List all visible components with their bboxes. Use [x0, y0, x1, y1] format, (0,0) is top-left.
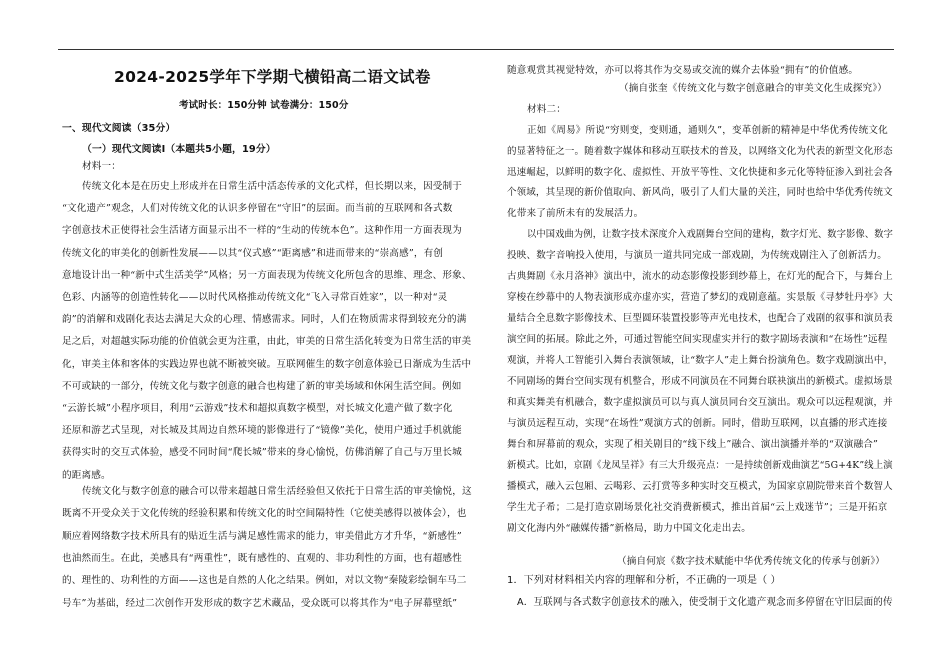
source-citation: （摘自张奎《传统文化与数字创意融合的审美文化生成探究》）: [619, 83, 888, 94]
text-line: 学生尤子希；二是打造京剧场景化社交消费新模式，推出首届“云上戏迷节”；三是开拓京: [507, 502, 888, 513]
section-heading: 一、现代文阅读（35分）: [62, 123, 176, 134]
text-line: “文化遗产”观念，人们对传统文化的认识多停留在“守旧”的层面。而当前的互联网和各式数: [62, 203, 453, 215]
text-line: 迅速崛起，以鲜明的数字化、虚拟性、开放平等性、文化快捷和多元化等特征渗入到社会各: [507, 166, 893, 178]
text-line: 意地设计出一种“新中式生活美学”风格；另一方面表现为传统文化所包含的思维、理念、形象、: [62, 269, 472, 281]
text-line: 演空间的拓展。除此之外，可通过智能空间实现虚实并行的数字剧场表演和“在场性”远程: [507, 334, 888, 345]
text-line: 剧文化海内外“融媒传播”新格局，助力中国文化走出去。: [507, 523, 751, 534]
text-line: 新模式。比如，京剧《龙凤呈祥》有三大升级亮点：一是持续创新戏曲演艺“5G+4K”线上演: [507, 460, 893, 471]
text-line: 随意观赏其视觉特效，亦可以将其作为交易或交流的媒介去体验“拥有”的价值感。: [507, 65, 859, 76]
source-citation: （摘自何宸《数字技术赋能中华优秀传统文化的传承与创新》）: [617, 556, 886, 567]
text-line: 字创意技术正使得社会生活诸方面显示出不一样的“生动的传统本色”。这种作用一方面表现为: [62, 225, 462, 237]
question-option: A．互联网与各式数字创意技术的融入，使受制于文化遗产观念而多停留在守旧层面的传: [517, 597, 893, 608]
text-line: 观演，并将人工智能引入舞台表演领域，让“数字人”走上舞台扮演角色。数字戏剧演出中，: [507, 355, 894, 366]
question-stem: 1．下列对材料相关内容的理解和分析，不正确的一项是（ ）: [507, 575, 781, 586]
text-line: 量结合全息数字影像技术、巨型圆环装置投影等声光电技术，也配合了戏剧的叙事和演员表: [507, 313, 893, 324]
text-line: 的距离感。: [62, 469, 111, 481]
text-line: 穿梭在纱幕中的人物表演形成亦虚亦实，营造了梦幻的戏剧意蕴。实景版《寻梦牡丹亭》大: [507, 292, 893, 303]
text-line: 顺应着网络数字技术所具有的贴近生活与满足感性需求的能力，审美借此方才升华，“新感性”: [62, 530, 462, 542]
subsection-heading: （一）现代文阅读Ⅰ（本题共5小题，19分）: [82, 144, 276, 155]
text-line: 既离不开受众关于文化传统的经验积累和传统文化的时空间隔特性（它使美感得以被体会），也: [62, 508, 467, 520]
text-line: 号车”为基础，经过二次创作开发形成的数字艺术藏品，受众既可以将其作为“电子屏幕壁纸”: [62, 597, 458, 609]
material-label: 材料一：: [82, 161, 121, 172]
exam-meta: 考试时长：150分钟 试卷满分：150分: [179, 100, 349, 111]
text-line: 和真实舞美有机融合，数字虚拟演员可以与真人演员同台交互演出。观众可以远程观演，并: [507, 397, 893, 408]
text-line: 传统文化与数字创意的融合可以带来超越日常生活经验但又依托于日常生活的审美愉悦，这: [82, 486, 472, 497]
material-label: 材料二：: [527, 104, 566, 115]
text-line: 不可或缺的一部分，传统文化与数字创意的融合也构建了新的审美场域和休闲生活空间。例如: [62, 380, 462, 392]
text-line: 以中国戏曲为例，让数字技术深度介入戏剧舞台空间的建构，数字灯光、数字影像、数字: [527, 229, 894, 240]
text-line: 与演员远程互动，实现“在场性”观演方式的创新。同时，借助互联网，以直播的形式连接: [507, 418, 888, 429]
text-line: 不同剧场的舞台空间实现有机整合，形成不同演员在不同舞台联袂演出的新模式。虚拟场景: [507, 376, 893, 387]
text-line: 投映、数字音响投入使用，与演员一道共同完成一部戏剧，为传统戏剧注入了创新活力。: [507, 250, 888, 261]
text-line: 韵”的消解和戏剧化表达去满足大众的心理、情感需求。同时，人们在物质需求得到较充分的满: [62, 314, 467, 326]
text-line: 个领域，其呈现的新价值取向、新风尚，吸引了人们大量的关注，同时也给中华优秀传统文: [507, 187, 893, 199]
text-line: 获得实时的交互式体验，感受不同时间“爬长城”带来的身心愉悦，仿佛消解了自己与万里长城: [62, 447, 462, 459]
text-line: 正如《周易》所说“穷则变，变则通，通则久”，变革创新的精神是中华优秀传统文化: [527, 125, 888, 136]
text-line: 传统文化的审美化的创新性发展——以其“仪式感”“距离感”和进而带来的“崇高感”，有创: [62, 247, 444, 259]
text-line: 的显著特征之一。随着数字媒体和移动互联技术的普及，以网络文化为代表的新型文化形态: [507, 145, 893, 157]
text-line: 还原和游艺式呈现，对长城及其周边自然环境的影像进行了“镜像”美化，使用户通过手机就能: [62, 425, 462, 437]
text-line: 传统文化本是在历史上形成并在日常生活中活态传承的文化式样，但长期以来，因受制于: [82, 181, 463, 192]
text-line: 足之后，对超越实际功能的价值就会更为注重，由此，审美的日常生活化转变为日常生活的审美: [62, 336, 472, 348]
exam-title: 2024-2025学年下学期弋横铅高二语文试卷: [114, 68, 431, 86]
text-line: 化带来了前所未有的发展活力。: [507, 208, 644, 220]
text-line: “云游长城”小程序项目，利用“云游戏”技术和超拟真数字模型，对长城文化遗产做了数字化: [62, 403, 453, 414]
text-line: 播模式，融入云包厢、云喝彩、云打赏等多种实时交互模式，为国家京剧院带来首个数智人: [507, 481, 893, 492]
text-line: 也油然而生。在此，美感具有“两重性”，既有感性的、直观的、非功利性的方面，也有超感性: [62, 552, 462, 564]
text-line: 舞台和屏幕前的观众，实现了相关剧目的“线下线上”融合、演出演播并举的“双演融合”: [507, 439, 878, 450]
text-line: 色彩、内涵等的创造性转化——以时代风格推动传统文化“飞入寻常百姓家”，以一种对“灵: [62, 292, 448, 303]
text-line: 的、理性的、功利性的方面——这也是自然的人化之结果。例如，对以文物“秦陵彩绘铜车马二: [62, 575, 467, 587]
header-rule: [58, 49, 894, 50]
text-line: 古典舞剧《永月洛神》演出中，流水的动态影像投影到纱幕上，在灯光的配合下，与舞台上: [507, 271, 893, 282]
text-line: 化，审美主体和客体的实践边界也就不断被突破。互联网催生的数字创意体验已日渐成为生活中: [62, 358, 472, 370]
